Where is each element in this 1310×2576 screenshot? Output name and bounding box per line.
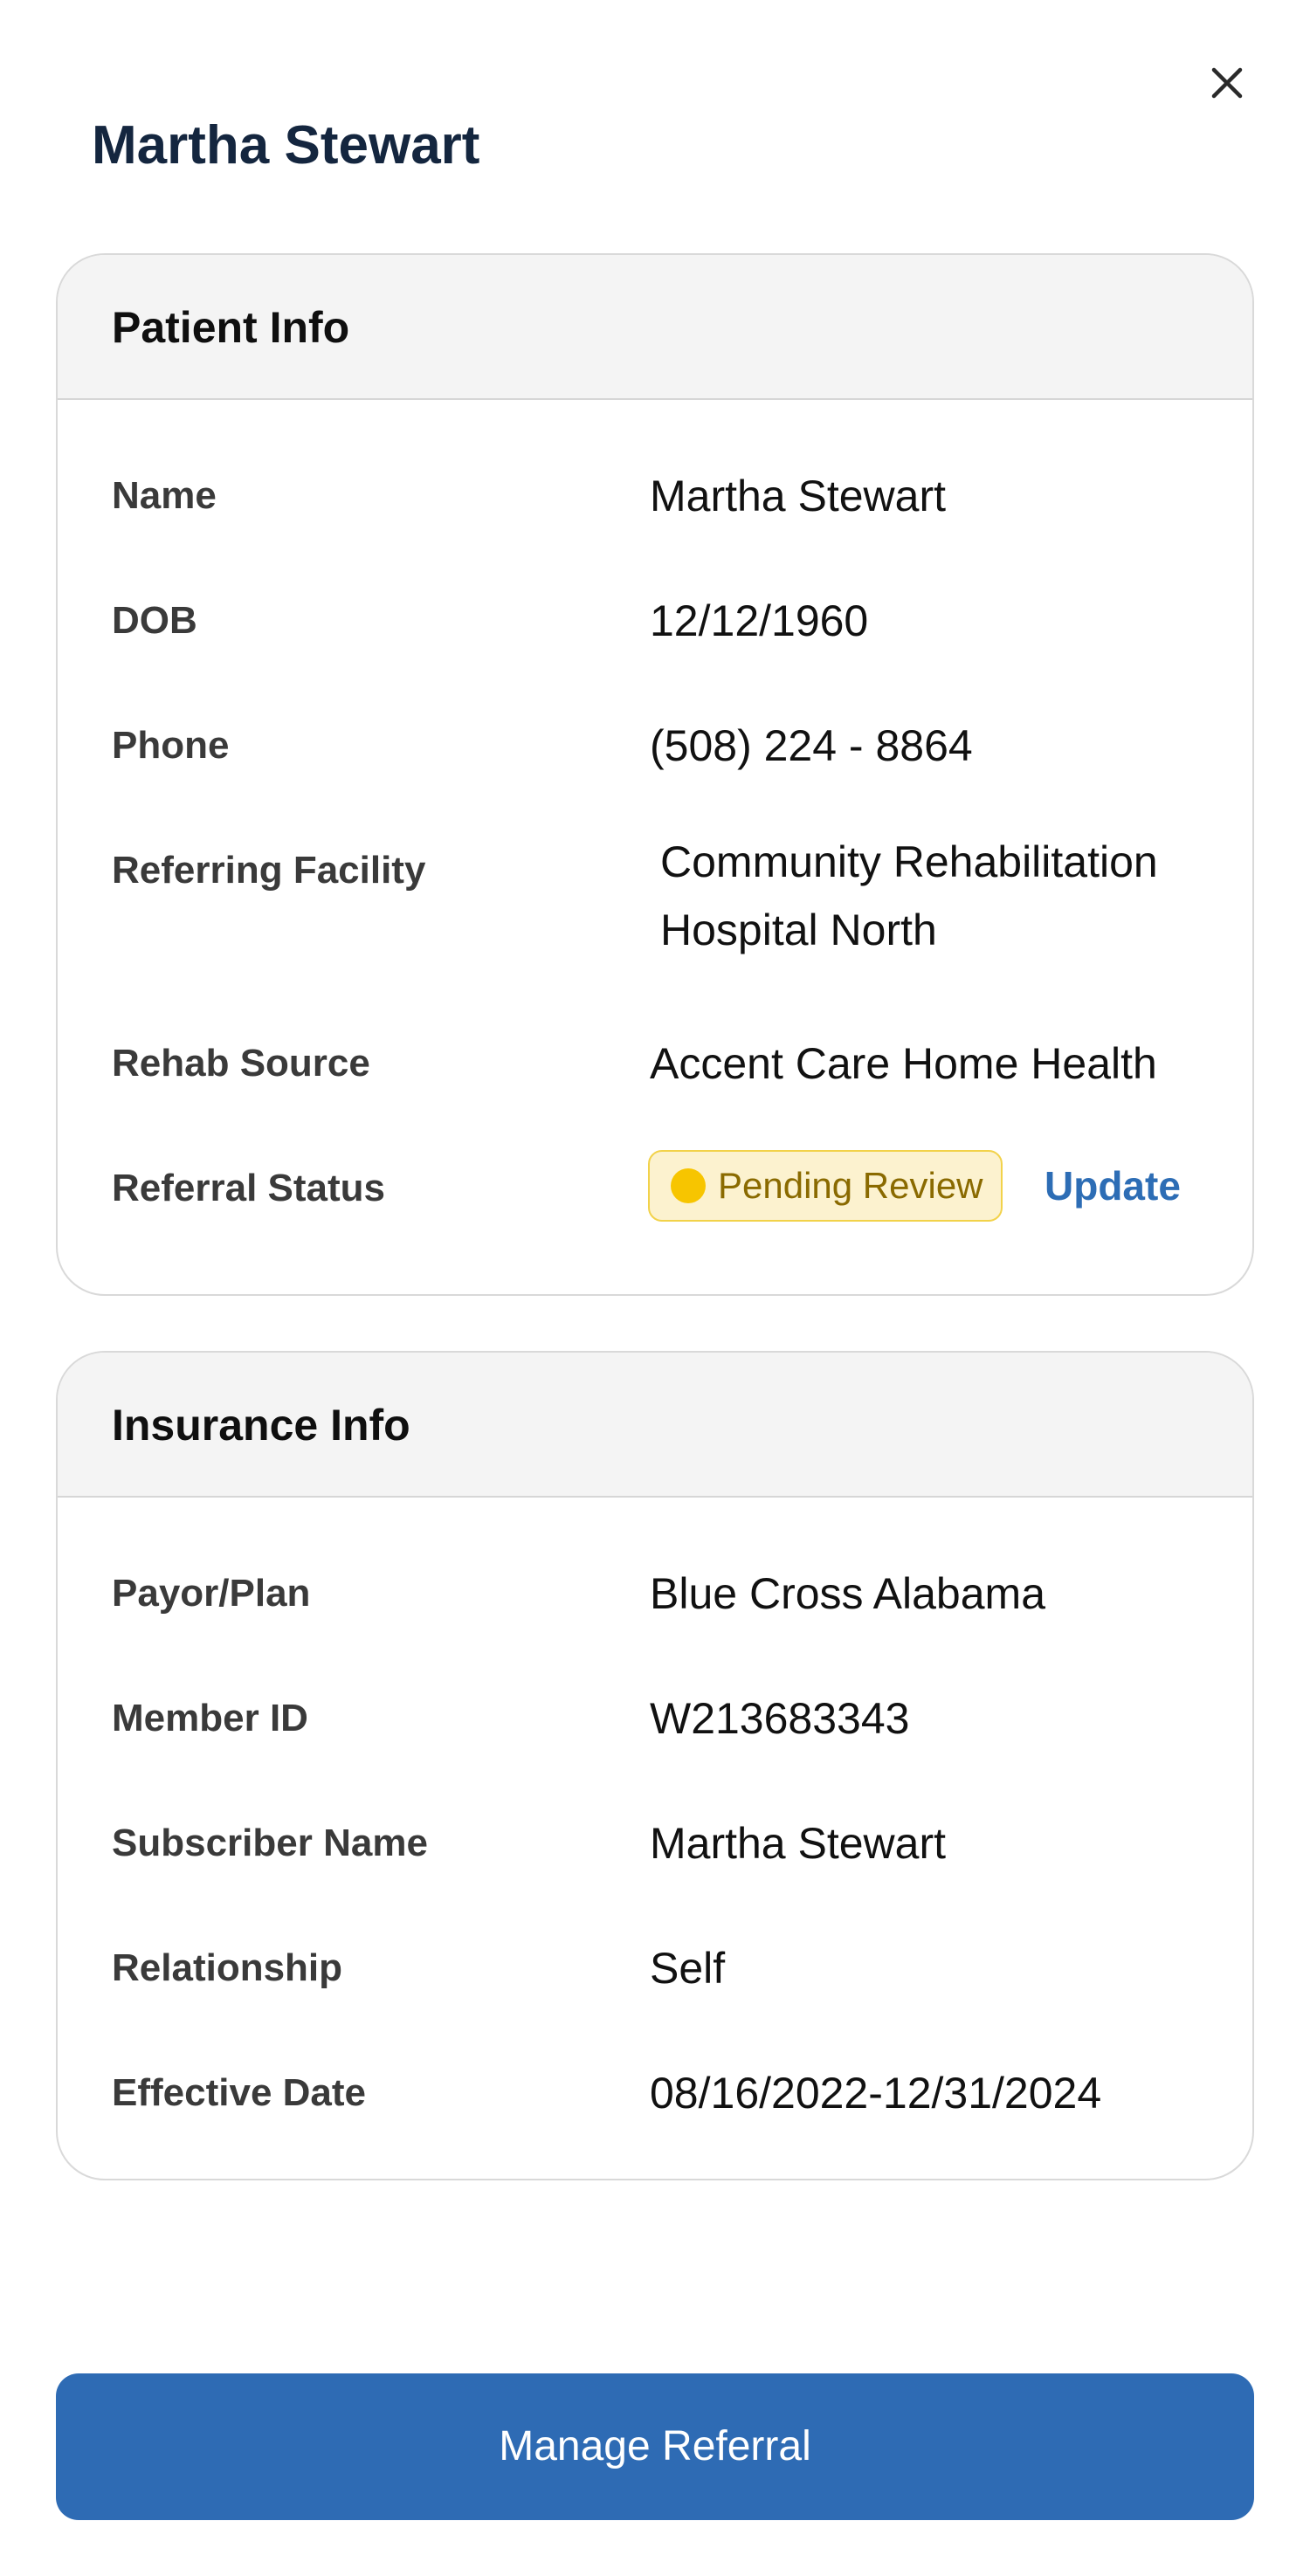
patient-info-card bbox=[56, 253, 1254, 1296]
member-id-value: W213683343 bbox=[650, 1694, 910, 1743]
patient-info-header bbox=[58, 255, 1252, 400]
phone-label: Phone bbox=[112, 724, 230, 767]
name-label: Name bbox=[112, 474, 217, 517]
page-title: Martha Stewart bbox=[92, 115, 480, 176]
payor-plan-value: Blue Cross Alabama bbox=[650, 1569, 1046, 1618]
update-status-link[interactable]: Update bbox=[1045, 1163, 1181, 1209]
rehab-source-label: Rehab Source bbox=[112, 1042, 370, 1085]
effective-date-label: Effective Date bbox=[112, 2071, 367, 2114]
manage-referral-button[interactable]: Manage Referral bbox=[56, 2373, 1254, 2520]
referring-facility-value bbox=[660, 828, 1237, 964]
subscriber-name-label: Subscriber Name bbox=[112, 1822, 428, 1864]
status-dot-icon bbox=[671, 1168, 706, 1203]
member-id-label: Member ID bbox=[112, 1697, 308, 1739]
name-value: Martha Stewart bbox=[650, 472, 947, 520]
insurance-info-header bbox=[58, 1353, 1252, 1498]
insurance-info-card bbox=[56, 1351, 1254, 2180]
referral-status-label: Referral Status bbox=[112, 1167, 386, 1209]
close-button[interactable] bbox=[1207, 63, 1247, 103]
referring-facility-line-1: Community Rehabilitation bbox=[660, 837, 1158, 886]
patient-info-title: Patient Info bbox=[112, 303, 350, 352]
status-text: Pending Review bbox=[718, 1165, 983, 1206]
referring-facility-line-2: Hospital North bbox=[660, 906, 937, 954]
referring-facility-label: Referring Facility bbox=[112, 849, 426, 892]
close-icon bbox=[1207, 63, 1247, 103]
subscriber-name-value: Martha Stewart bbox=[650, 1819, 947, 1868]
rehab-source-value: Accent Care Home Health bbox=[650, 1039, 1157, 1088]
payor-plan-label: Payor/Plan bbox=[112, 1572, 311, 1615]
relationship-value: Self bbox=[650, 1944, 726, 1993]
dob-value: 12/12/1960 bbox=[650, 596, 869, 645]
effective-date-value: 08/16/2022-12/31/2024 bbox=[650, 2069, 1102, 2118]
status-badge bbox=[648, 1150, 1003, 1222]
dob-label: DOB bbox=[112, 599, 197, 642]
insurance-info-title: Insurance Info bbox=[112, 1401, 410, 1450]
relationship-label: Relationship bbox=[112, 1946, 343, 1989]
phone-value: (508) 224 - 8864 bbox=[650, 721, 973, 770]
